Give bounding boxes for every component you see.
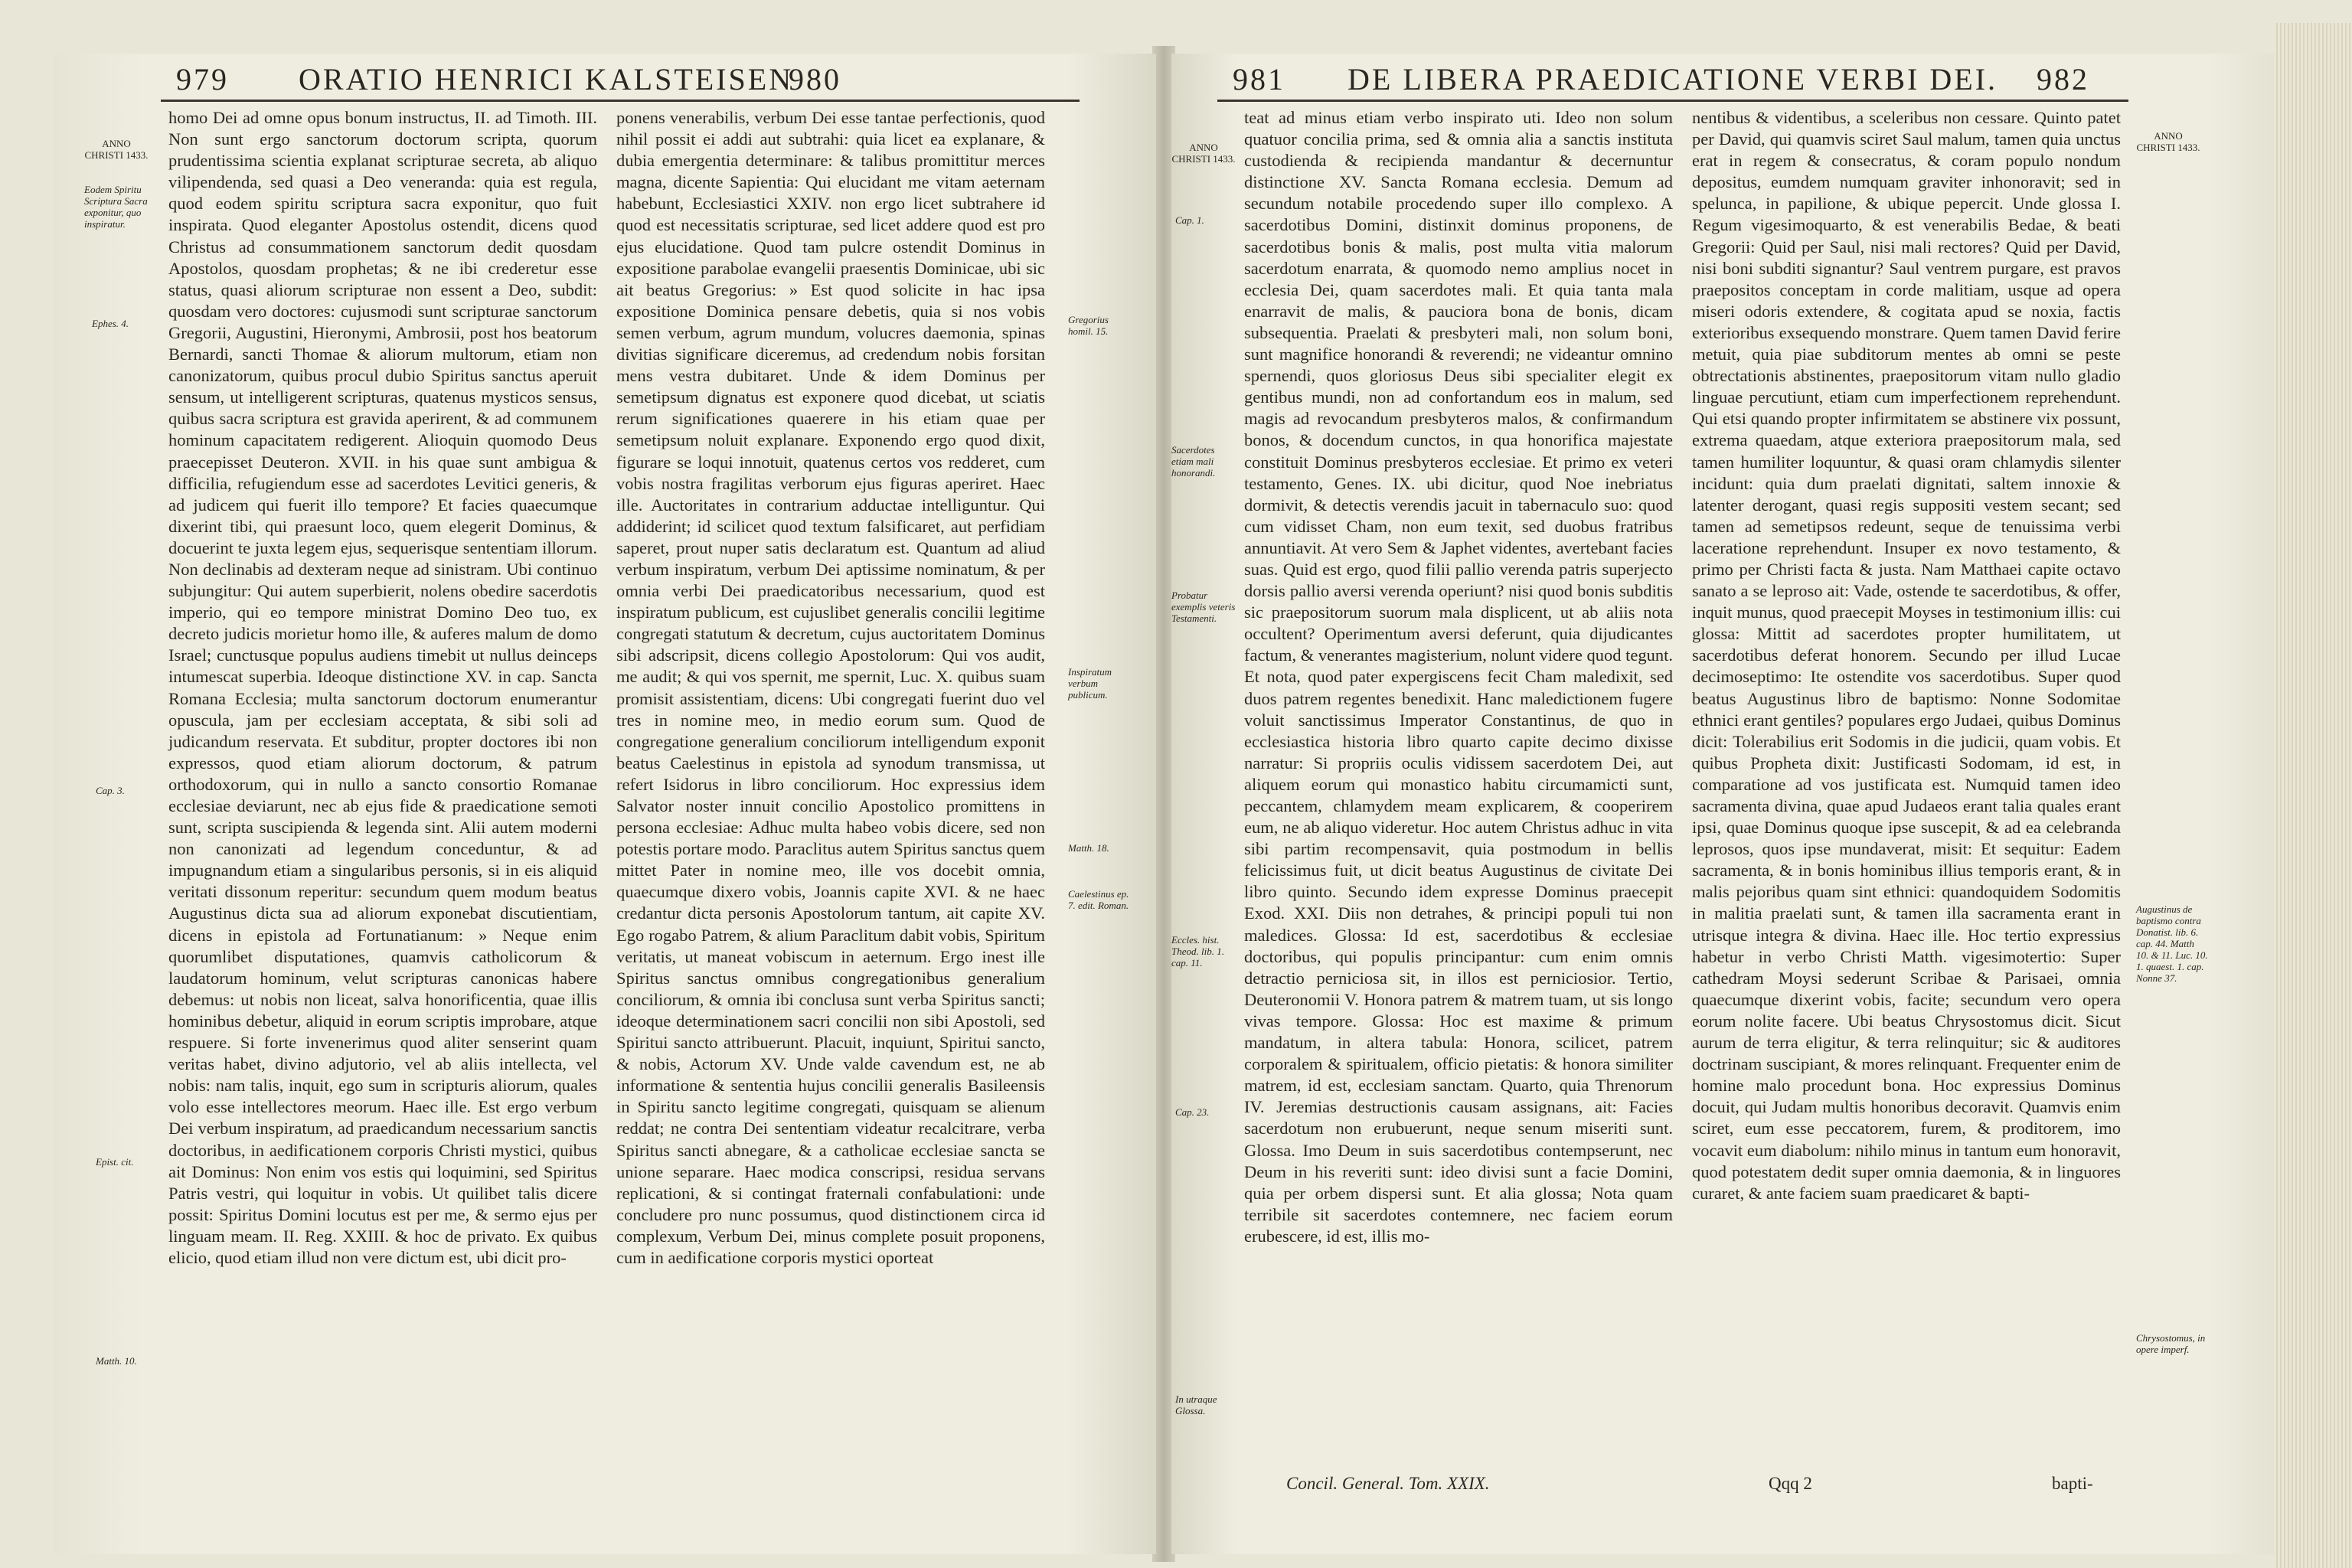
- head-rule-right: [1217, 100, 2128, 102]
- running-head-left: ORATIO HENRICI KALSTEISEN: [299, 62, 794, 96]
- margin-note-inspiratum: Inspiratum verbum publicum.: [1068, 666, 1112, 701]
- left-column-1: [168, 107, 597, 1269]
- right-column-1: [1244, 107, 1673, 1247]
- left-column-2: [616, 107, 1045, 1269]
- page-number-979: 979: [176, 62, 229, 96]
- margin-note-matth10: Matth. 10.: [96, 1355, 137, 1367]
- margin-note-epist: Epist. cit.: [96, 1156, 134, 1168]
- right-column-2: [1692, 107, 2121, 1204]
- text-block: ponens venerabilis, verbum Dei esse tantae perfectionis, quod nihil possit ei addi aut subtrahi: quia licet ea explanare, & dubia emergentia determinare: & talibus promittitur merces magna, dicente Sapientia: Qui elucidant me vitam aeternam habebunt, Ecclesiastici XXIV. non ergo licet subtrahere id quod est necessitatis scripturae, sed licet addere quod est pro ejus elucidatione. Quod tam pulcre ostendit Dominus in expositione parabolae evangelii praesentis Dominicae, ubi sic ait beatus Gregorius: » Est quod solicite in hac ipsa expositione Dominica pensare debetis, quia si nos vobis semen verbum, agrum mundum, volucres daemonia, spinas divitias significare diceremus, ad credendum nobis forsitan mens vestra dubitaret. Unde & idem Dominus per semetipsum dignatus est exponere quod dicebat, ut sciatis rerum significationes quaerere in his etiam quae per semetipsum noluit explanare. Exponendo ergo quod dixit, figurare se loqui innotuit, quatenus certos vos redderet, cum vobis nostra fragilitas verborum ejus figuras aperiret. Haec ille. Auctoritates in contrarium adductae intelliguntur. Qui addiderint; id scilicet quod textum falsificaret, aut perfidiam saperet, prout nuper satis declaratum est. Quantum ad aliud verbum inspiratum, verbum Dei aptissime nominatum, & per omnia verbi Dei praedicatoribus necessarium, quod est inspiratum publicum, est cujuslibet generalis concilii legitime congregati statutum & decretum, cujus auctoritatem Dominus sibi adscripsit, dicens collegio Apostolorum: Qui vos audit, me audit; & qui vos spernit, me spernit, Luc. X. quibus suam promisit assistentiam, dicens: Ubi congregati fuerint duo vel tres in nomine meo, in medio eorum sum. Quod de congregatione generalium conciliorum intelligendum exponit beatus Caelestinus in epistola ad synodum transmissa, ut refert Isidorus in libro conciliorum. Hoc expressius idem Salvator noster innuit concilio Apostolico promittens in persona ecclesiae: Adhuc multa habeo vobis dicere, sed non potestis portare modo. Paraclitus autem Spiritus sanctus quem mittet Pater in nomine meo, ille vos docebit omnia, quaecumque dixero vobis, Joannis capite XVI. & ne haec credantur dicta personis Apostolorum tantum, ait capite XV. Ego rogabo Patrem, & alium Paraclitum dabit vobis, Spiritum veritatis, ut maneat vobiscum in aeternum. Ergo inest ille Spiritus sanctus omnibus congregationibus generalium conciliorum, & omnia ibi conclusa sunt verba Spiritus sancti; ideoque determinationem sacri concilii non sibi Apostoli, sed Spiritui sancto attribuerunt. Placuit, inquiunt, Spiritui sancto, & nobis, Actorum XV. Unde valde cavendum est, ne ab informatione & sententia hujus concilii generalis Basileensis in Spiritu sancto legitime congregati, quisquam se alienum reddat; ne contra Dei sententiam videatur recalcitrare, verba Spiritus sancti abnegare, & a catholicae ecclesiae sancta se unione separare. Haec modica conscripsi, residua servans replicationi, & si contingat fraternali confabulationi: unde concludere pro nunc possumus, quod distinctionem circa id complexum, Verbum Dei, minus complete posuit proponens, cum in aedificatione corporis mystici oportеat: [616, 108, 1045, 1267]
- head-rule-left: [161, 100, 1080, 102]
- page-number-981: 981: [1233, 62, 1285, 96]
- margin-note-anno: ANNO CHRISTI 1433.: [84, 138, 149, 161]
- margin-note-anno-right: ANNO CHRISTI 1433.: [2136, 130, 2200, 153]
- page-number-980: 980: [789, 62, 841, 96]
- margin-note-eodem: Eodem Spiritu Scriptura Sacra exponitur, quo inspiratur.: [84, 184, 148, 230]
- footer-signature: Qqq 2: [1769, 1474, 1812, 1493]
- margin-note-anno-left: ANNO CHRISTI 1433.: [1171, 142, 1236, 165]
- margin-note-cap23: Cap. 23.: [1175, 1106, 1210, 1118]
- text-block: teat ad minus etiam verbo inspirato uti. Ideo non solum quatuor concilia prima, sed & omnia alia a sanctis instituta custodienda & recipienda mandantur & decernuntur distinctione XV. Sancta Romana ecclesia. Demum ad secundum notabile procedendo super illo complexo. A sacerdotibus Domini, distinxit dominus proponens, de sacerdotibus bonis & malis, post multa vitia malorum sacerdotum enarrata, & quomodo nemo amplius nocet in ecclesia Dei, quam sacerdotes mali. Et quia tanta mala enarravit de malis, & pauciora bona de bonis, dicam subsequentia. Praelati & presbyteri mali, non solum boni, sunt magnifice honorandi & reverendi; ne videantur omnino spernendi, quos gloriosus Deus sibi specialiter elegit ex gentibus mundi, non ad confortandum eos in malum, sed magis ad revocandum presbyteros malos, & confirmandum bonos, & docendum cunctos, in qua honorifica majestate constituit Dominus presbyteros ecclesiae. Et primo ex veteri testamento, Genes. IX. ubi dicitur, quod Noe inebriatus dormivit, & detectis verendis jacuit in tabernaculo suo: quod cum vidisset Cham, non eum texit, sed duobus fratribus annuntiavit. At vero Sem & Japhet videntes, avertebant facies suas. Quid est ergo, quod filii pallio verenda patris superjecto dorsis pallio aversi verenda operiunt? nisi quod bonis subditis sic praepositorum suorum mala displicent, ut ab aliis nota occultent? Operimentum aversi deferunt, quia dijudicantes factum, & venerantes magisterium, nolunt videre quod tegunt. Et nota, quod pater expergiscens fecit Cham maledixit, sed duos patrem regentes benedixit. Hanc maledictionem fugere voluit sanctissimus Imperator Constantinus, de quo in ecclesiastica historia libro quarto capite decimo dixisse narratur: Si propriis oculis vidissem sacerdotem Dei, aut aliquem eorum qui monastico habitu circumamicti sunt, peccantem, chlamydem meam explicarem, & cooperirem eum, ne ab aliquo videretur. Hoc autem Christus adhuc in vita sibi partim recompensavit, quia postmodum in bellis felicissimus fuit, ut dicit beatus Augustinus de civitate Dei libro quinto. Secundo idem expresse Dominus praecepit Exod. XXI. Diis non detrahes, & principi populi tui non maledices. Glossa: Id est, sacerdotibus & ecclesiae doctoribus, qui populis principantur: cum enim omnis detractio perniciosa sit, in illos est perniciosior. Tertio, Deuteronomii V. Honora patrem & matrem tuam, ut sis longo vivas tempore. Glossa: Hoc est maxime & primum mandatum, in altera tabula: Honora, scilicet, patrem corporalem & spiritualem, officio pietatis: & honora similiter matrem, id est, ecclesiam sanctam. Quarto, quia Threnorum IV. Jeremias destructionis causam assignans, ait: Facies sacerdotum non erubuerunt, neque senum miseriti sunt. Glossa. Imo Deum in suis sacerdotibus contempserunt, nec Deum in his reveriti sunt: ideo divisi sunt a facie Domini, quia per orbem dispersi sunt. Et alia glossa; Nota quam terribile sit sacerdotes contemnere, nec faciem eorum erubescere, id est, illis mo-: [1244, 108, 1673, 1246]
- footer-volume: Concil. General. Tom. XXIX.: [1286, 1474, 1490, 1493]
- right-page: [1171, 54, 2274, 1554]
- margin-note-ephes: Ephes. 4.: [92, 318, 129, 329]
- text-block: homo Dei ad omne opus bonum instructus, II. ad Timoth. III. Non sunt ergo sanctorum doctorum scripta, quorum prudentissima scientia explanat scripturae secreta, ab aliquo vilipendenda, sed quasi a Deo veneranda: quia est regula, quod eodem spiritu scriptura sacra exponitur, quo fuit inspirata. Quod eleganter Apostolus ostendit, dicens quod Christus ad consummationem sanctorum dedit quosdam Apostolos, quosdam prophetas; & ne ibi crederetur esse status, quasi aliorum scripturae non essent a Deo, subdit: quosdam vero doctores: cujusmodi sunt scripturae sanctorum Gregorii, Augustini, Hieronymi, Ambrosii, post hos beatorum Bernardi, sancti Thomae & aliorum multorum, etiam non canonizatorum, quibus procul dubio Spiritus sanctus aperuit sensum, ut intelligerent scripturas, quatenus mysticos sensus, quibus sacra scriptura est gravida aperirent, & ad communem hominum capacitatem redigerent. Alioquin quomodo Deus praecepisset Deuteron. XVII. in his quae sunt ambigua & difficilia, refugiendum esse ad sacerdotes Levitici generis, & ad judicem qui fuerit illo tempore? Et facies quaecumque dixerint tibi, qui praesunt loco, quem elegerit Dominus, & docuerint te juxta legem ejus, sequerisque sententiam illorum. Non declinabis ad dexteram neque ad sinistram. Ubi continuo subjungitur: Qui autem superbierit, nolens obedire sacerdotis imperio, qui eo tempore ministrat Domino Deo tuo, ex decreto judicis morietur homo ille, & auferes malum de domo Israel; cunctusque populus audiens timebit ut nullus deinceps intumescat superbia. Ideoque distinctione XV. in cap. Sancta Romana Ecclesia; multa sanctorum doctorum enumerantur opuscula, jam per ecclesiam acceptata, & sibi soli ad judicandum reservata. Et subditur, propter doctores ibi non expressos, quod etiam aliorum doctorum, & patrum orthodoxorum, qui in nullo a sancto consortio Romanae ecclesiae deviarunt, nec ab ejus fide & praedicatione semoti sunt, scripta suscipienda & legenda sint. Alii autem moderni non canonizati ad legendum conceduntur, & ad impugnandum etiam a singularibus personis, si in eis aliquid veritati dissonum reperitur: secundum quem modum beatus Augustinus dicta sua ad aliorum exponebat discutientiam, dicens in epistola ad Fortunatianum: » Neque enim quorumlibet disputationes, quamvis catholicorum & laudatorum hominum, velut scripturas canonicas habere debemus: ut nobis non liceat, salva honorificentia, quae illis hominibus debetur, aliquid in eorum scriptis improbare, atque respuere. Si forte invenerimus quod aliter senserint quam veritas habet, divino adjutorio, vel ab aliis intellecta, vel nobis: nam talis, inquit, ego sum in scripturis aliorum, quales volo esse intellectores meorum. Haec ille. Est ergo verbum Dei verbum inspiratum, ad praedicandum necessarium sanctis doctoribus, in aedificationem corporis Christi mystici, quibus ait Dominus: Non enim vos estis qui loquimini, sed Spiritus Patris vestri, qui loquitur in vobis. Ut quilibet talis dicere possit: Spiritus Domini locutus est per me, & sermo ejus per linguam meam. II. Reg. XXIII. & hoc de privato. Ex quibus elicio, quod etiam illud non vere dictum est, ubi dicit pro-: [168, 108, 597, 1267]
- running-head-right: DE LIBERA PRAEDICATIONE VERBI DEI.: [1348, 62, 1998, 96]
- margin-note-probatur: Probatur exemplis veteris Testamenti.: [1171, 590, 1236, 624]
- footer-catchword: bapti-: [2052, 1474, 2093, 1493]
- margin-note-eccles: Eccles. hist. Theod. lib. 1. cap. 11.: [1171, 934, 1224, 969]
- margin-note-chrysostomus: Chrysostomus, in opere imperf.: [2136, 1332, 2206, 1355]
- page-number-982: 982: [2037, 62, 2089, 96]
- margin-note-matth18: Matth. 18.: [1068, 842, 1109, 854]
- margin-note-augustinus: Augustinus de baptismo contra Donatist. lib. 6. cap. 44. Matth 10. & 11. Luc. 10. 1. quaest. 1. cap. Nonne 37.: [2136, 903, 2208, 984]
- margin-note-sacerdotes: Sacerdotes etiam mali honorandi.: [1171, 444, 1216, 479]
- margin-note-caelestinus: Caelestinus ep. 7. edit. Roman.: [1068, 888, 1129, 911]
- margin-note-gregorius: Gregorius homil. 15.: [1068, 314, 1109, 337]
- page-edges: [2274, 23, 2352, 1568]
- margin-note-cap3: Cap. 3.: [96, 785, 125, 796]
- left-page: [54, 54, 1156, 1554]
- margin-note-glossa: In utraque Glossa.: [1175, 1393, 1217, 1416]
- text-block: nentibus & videntibus, a sceleribus non cessare. Quinto patet per David, qui quamvis sciret Saul malum, tamen quia unctus erat in regem & consecratus, & coram populo nondum depositus, eumdem numquam graviter inhonoravit; sed in spelunca, in papilione, & ubique pepercit. Unde glossa I. Regum vigesimoquarto, & est venerabilis Bedae, & beati Gregorii: Quid per Saul, nisi mali rectores? Quid per David, nisi boni subditi signantur? Saul ventrem purgare, est pravos praepositos conceptam in corde malitiam, usque ad opera miseri odoris extendere, & cogitata apud se noxia, factis exterioribus exsequendo monstrare. Quem tamen David ferire metuit, quia piae subditorum mentes ab omni se peste obtrectationis abstinentes, praepositorum vitam nullo gladio linguae percutiunt, etiam cum imperfectionem reprehendunt. Qui etsi quando propter infirmitatem se abstinere vix possunt, extrema quaedam, atque exteriora praepositorum mala, sed tamen humiliter loquuntur, & quasi oram chlamydis silenter incidunt: quia dum praelati dignitati, saltem innoxie & latenter derogant, quasi regis suppositi vestem secant; sed tamen ad semetipsos redeunt, seque de tenuissima verbi laceratione reprehendunt. Insuper ex novo testamento, & primo per Christi facta & justa. Nam Matthaei capite octavo sanato a se leproso ait: Vade, ostende te sacerdotibus, & offer, inquit munus, quod praecepit Moyses in testimonium illis: cui glossa: Mittit ad sacerdotes propter humilitatem, ut sacerdotibus deferat honorem. Secundo per illud Lucae decimoseptimo: Ite ostendite vos sacerdotibus. Super quod beatus Augustinus libro de baptismo: Nonne Sodomitae ethnici erant gentiles? populares ergo Judaei, quibus Dominus dicit: Tolerabilius erit Sodomis in die judicii, quam vobis. Et quibus Propheta dixit: Justificasti Sodomam, id est, in comparatione ad vos justificata est. Numquid tamen ideo sacramenta divina, quae apud Judaeos erant talia quales erant ipsi, quae Dominus quoque ipse suscepit, & ad ea celebranda leprosos, quos ipse mundaverat, misit: Et sequitur: Eadem sacramenta, & in bonis hominibus illius temporis erant, & in malis pejoribus quam sint ethnici: quandoquidem Sodomitis in malitia praelati sunt, & tamen illa sacramenta erant in utrisque integra & divina. Haec ille. Hoc tertio expressius habetur in verbo Christi Matth. vigesimotertio: Super cathedram Moysi sederunt Scribae & Parisaei, omnia quaecumque dixerint vobis, facite; secundum vero opera eorum nolite facere. Ubi beatus Chrysostomus dicit. Sicut aurum de terra eligitur, & terra relinquitur; sic & auditores doctrinam suscipiant, & mores relinquant. Frequenter enim de homine malo procedunt bona. Hoc expressius Dominus docuit, qui Judam multis honoribus decoravit. Quamvis enim sciret, eum esse peccatorem, furem, & proditorem, imo vocavit eum diabolum: nihilo minus in tantum eum honoravit, quod potestatem dedit super omnia daemonia, & in linguores curaret, & ante faciem suam praedicaret & bapti-: [1692, 108, 2121, 1203]
- margin-note-cap1: Cap. 1.: [1175, 214, 1204, 226]
